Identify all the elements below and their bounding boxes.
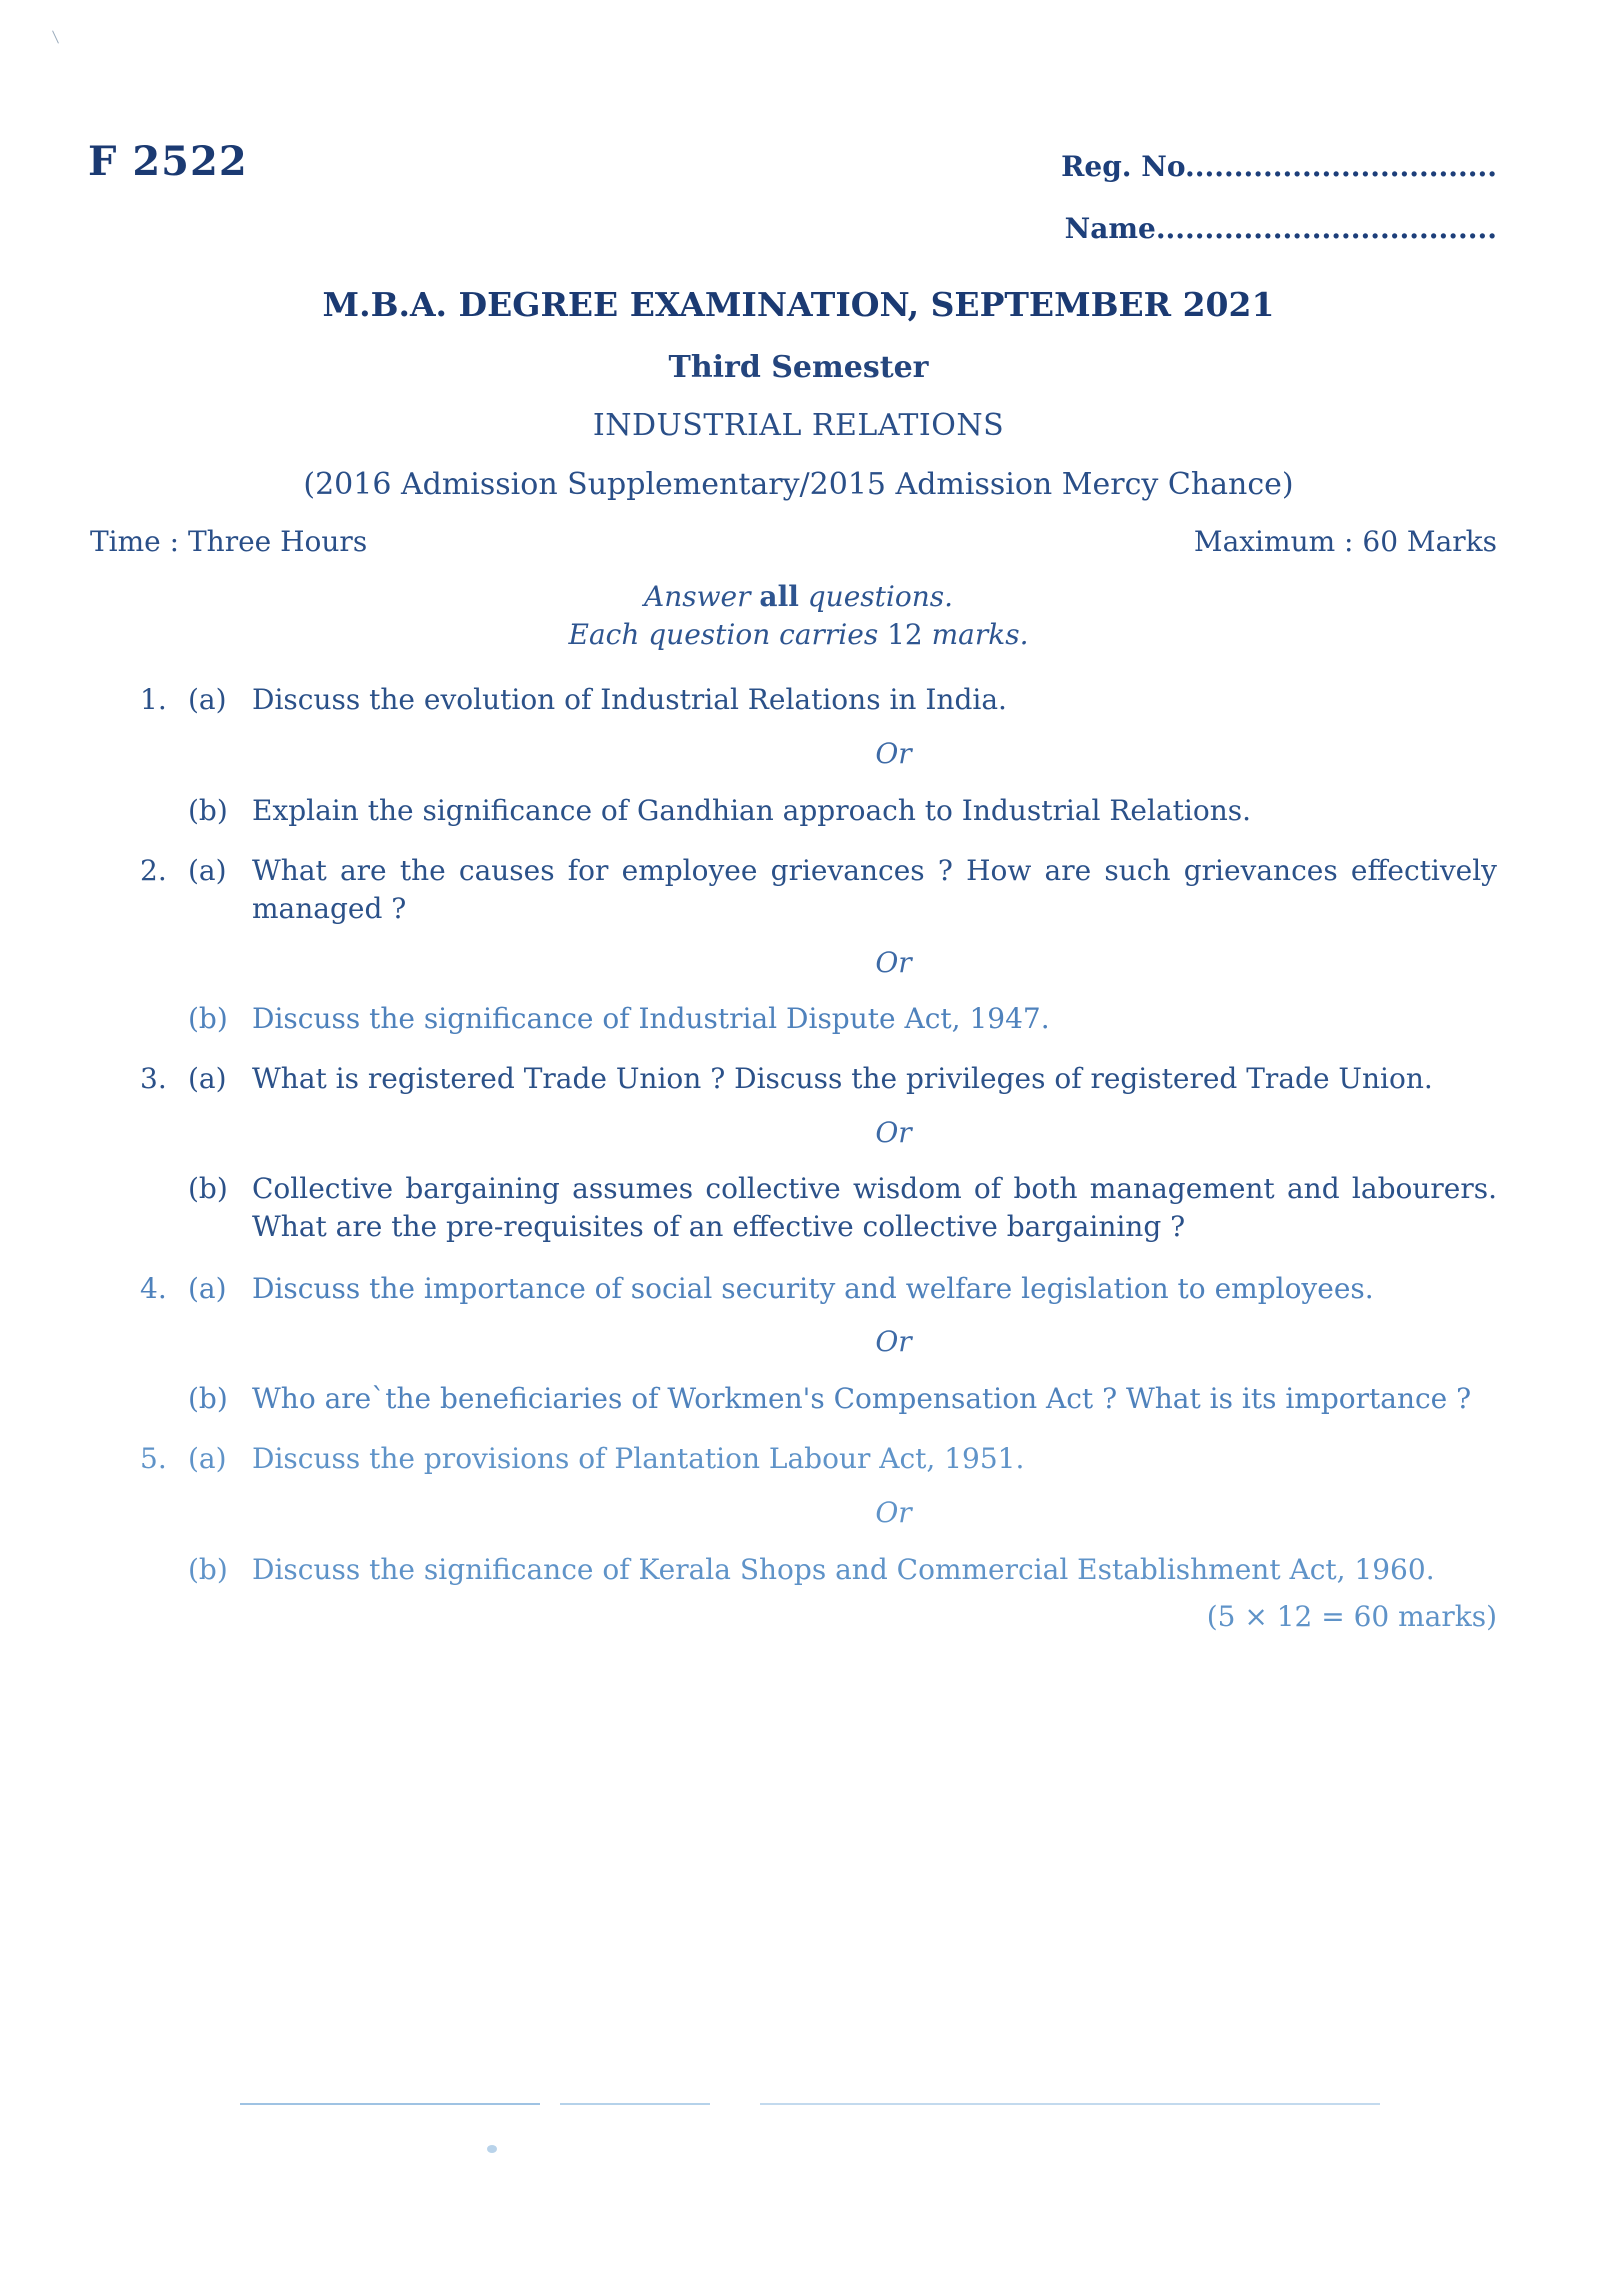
question-number: 4. [140, 1272, 167, 1305]
question-text: What is registered Trade Union ? Discuss the privileges of registered Trade Union. [252, 1062, 1433, 1095]
admission-info: (2016 Admission Supplementary/2015 Admission Mercy Chance) [303, 467, 1294, 502]
question-text: Who are`the beneficiaries of Workmen's Compensation Act ? What is its importance ? [252, 1382, 1472, 1415]
question-part-label: (b) [188, 1382, 228, 1415]
total-marks: (5 × 12 = 60 marks) [1206, 1600, 1497, 1633]
question-part-label: (a) [188, 683, 227, 716]
instruction-text: Answer [643, 580, 760, 613]
question-part-label: (a) [188, 1062, 227, 1095]
reg-no-label: Reg. No. [1061, 150, 1195, 183]
question-part-label: (a) [188, 854, 227, 887]
question-text: What are the causes for employee grievances ? How are such grievances effectively managed ? [252, 854, 1497, 925]
scan-speck [487, 2145, 497, 2153]
instruction-text: Each question carries [568, 618, 888, 651]
question-number: 1. [140, 683, 167, 716]
scan-artifact-line [760, 2103, 1380, 2105]
or-separator: Or [875, 1496, 912, 1529]
instruction-marks [0, 618, 1597, 651]
reg-no-dots: ............................... [1194, 150, 1497, 183]
scan-mark [52, 30, 59, 43]
instruction-emphasis: all [759, 580, 799, 613]
question-part-label: (a) [188, 1442, 227, 1475]
question-part-label: (b) [188, 1553, 228, 1586]
or-separator: Or [875, 946, 912, 979]
reg-no-field [1061, 150, 1497, 183]
scan-artifact-line [240, 2103, 540, 2105]
scan-artifact-line [560, 2103, 710, 2105]
or-separator: Or [875, 1116, 912, 1149]
question-number: 5. [140, 1442, 167, 1475]
maximum-marks: Maximum : 60 Marks [1193, 525, 1497, 558]
question-text: Discuss the evolution of Industrial Relations in India. [252, 683, 1007, 716]
question-text: Discuss the importance of social security and welfare legislation to employees. [252, 1272, 1374, 1305]
or-separator: Or [875, 737, 912, 770]
question-part-label: (a) [188, 1272, 227, 1305]
paper-code: F 2522 [88, 138, 248, 185]
name-field [1065, 212, 1497, 245]
semester: Third Semester [668, 350, 929, 385]
question-text: Discuss the significance of Kerala Shops and Commercial Establishment Act, 1960. [252, 1553, 1435, 1586]
question-number: 3. [140, 1062, 167, 1095]
instruction-number: 12 [887, 618, 923, 651]
name-dots: ................................... [1155, 212, 1497, 245]
exam-title: M.B.A. DEGREE EXAMINATION, SEPTEMBER 2021 [322, 285, 1275, 324]
question-part-label: (b) [188, 1002, 228, 1035]
question-text: Explain the significance of Gandhian approach to Industrial Relations. [252, 794, 1252, 827]
instruction-answer-all [0, 580, 1597, 613]
question-text: Discuss the provisions of Plantation Labour Act, 1951. [252, 1442, 1025, 1475]
question-part-label: (b) [188, 1172, 228, 1205]
name-label: Name [1064, 212, 1156, 245]
instruction-text: marks. [922, 618, 1029, 651]
instruction-text: questions. [798, 580, 954, 613]
subject-title: INDUSTRIAL RELATIONS [592, 408, 1005, 443]
question-text: Collective bargaining assumes collective wisdom of both management and labourers. What are the pre-requisites of an effective collective bargaining ? [252, 1172, 1497, 1243]
question-number: 2. [140, 854, 167, 887]
or-separator: Or [875, 1325, 912, 1358]
question-part-label: (b) [188, 794, 228, 827]
question-text: Discuss the significance of Industrial Dispute Act, 1947. [252, 1002, 1050, 1035]
time-allowed: Time : Three Hours [90, 525, 368, 558]
